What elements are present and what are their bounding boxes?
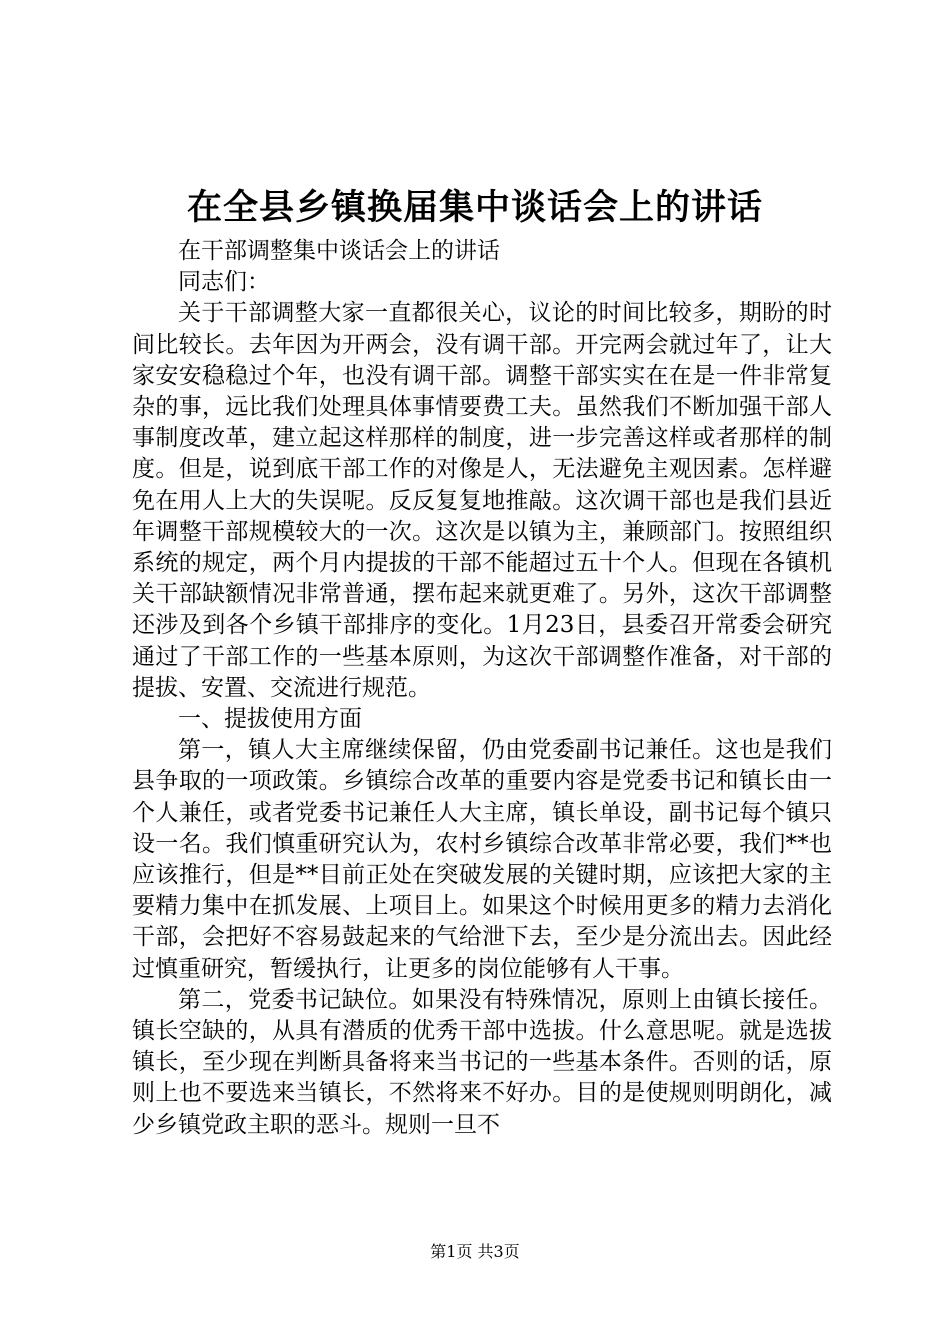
document-body (132, 236, 832, 1141)
body-paragraph: 第一，镇人大主席继续保留，仍由党委副书记兼任。这也是我们县争取的一项政策。乡镇综合改革的重要内容是党委书记和镇长由一个人兼任，或者党委书记兼任人大主席，镇长单设，副书记每个镇只设一名。我们慎重研究认为，农村乡镇综合改革非常必要，我们**也应该推行，但是**目前正处在突破发展的关键时期，应该把大家的主要精力集中在抓发展、上项目上。如果这个时候用更多的精力去消化干部，会把好不容易鼓起来的气给泄下去，至少是分流出去。因此经过慎重研究，暂缓执行，让更多的岗位能够有人干事。 (132, 737, 832, 982)
page-footer: 第1页 共3页 (430, 1242, 520, 1261)
section-heading: 一、提拔使用方面 (178, 706, 362, 733)
salutation-paragraph: 同志们： (178, 269, 270, 296)
body-paragraph: 第二，党委书记缺位。如果没有特殊情况，原则上由镇长接任。镇长空缺的，从具有潜质的优秀干部中选拔。什么意思呢。就是选拔镇长，至少现在判断具备将来当书记的一些基本条件。否则的话，原则上也不要选来当镇长，不然将来不好办。目的是使规则明朗化，减少乡镇党政主职的恶斗。规则一旦不 (132, 986, 832, 1138)
document-title: 在全县乡镇换届集中谈话会上的讲话 (186, 187, 763, 228)
body-paragraph: 关于干部调整大家一直都很关心，议论的时间比较多，期盼的时间比较长。去年因为开两会，没有调干部。开完两会就过年了，让大家安安稳稳过个年，也没有调干部。调整干部实实在在是一件非常复杂的事，远比我们处理具体事情要费工夫。虽然我们不断加强干部人事制度改革，建立起这样那样的制度，进一步完善这样或者那样的制度。但是，说到底干部工作的对像是人，无法避免主观因素。怎样避免在用人上大的失误呢。反反复复地推敲。这次调干部也是我们县近年调整干部规模较大的一次。这次是以镇为主，兼顾部门。按照组织系统的规定，两个月内提拔的干部不能超过五十个人。但现在各镇机关干部缺额情况非常普通，摆布起来就更难了。另外，这次干部调整还涉及到各个乡镇干部排序的变化。1月23日，县委召开常委会研究通过了干部工作的一些基本原则，为这次干部调整作准备，对干部的提拔、安置、交流进行规范。 (132, 300, 832, 701)
subtitle-paragraph: 在干部调整集中谈话会上的讲话 (178, 238, 500, 264)
